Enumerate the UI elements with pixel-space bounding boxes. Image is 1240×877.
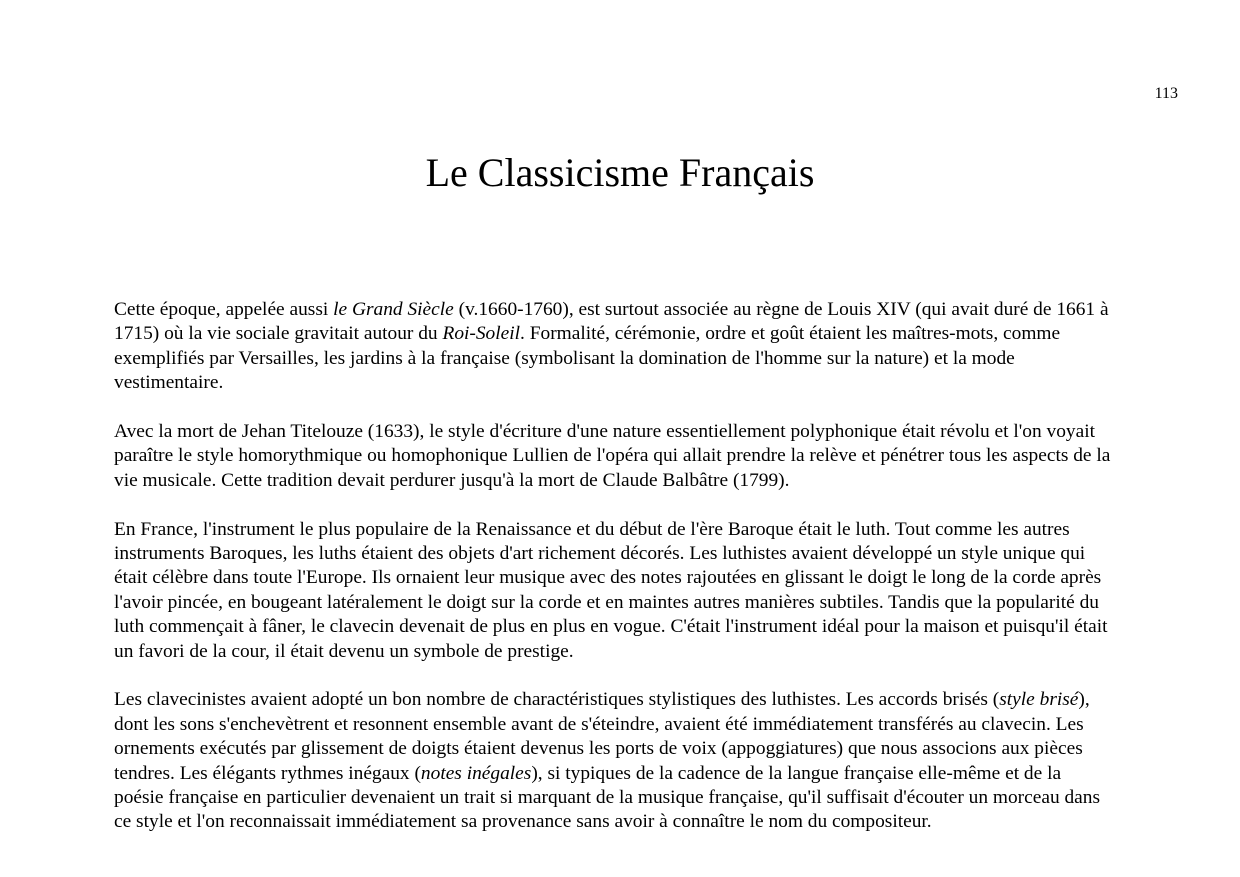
text-segment: En France, l'instrument le plus populaire de la Renaissance et du début de l'ère Baroque était le luth. Tout comme les autres instruments Baroques, les luths étaient des objets d'art richement décorés. Les luthistes avaient développé un style unique qui était célèbre dans toute l'Europe. Ils ornaient leur musique avec des notes rajoutées en glissant le doigt le long de la corde après l'avoir pincée, en bougeant latéralement le doigt sur la corde et en maintes autres manières subtiles. Tandis que la popularité du luth commençait à fâner, le clavecin devenait de plus en plus en vogue. C'était l'instrument idéal pour la maison et puisqu'il était un favori de la cour, il était devenu un symbole de prestige. [114,518,1108,662]
text-segment: Les clavecinistes avaient adopté un bon nombre de charactéristiques stylistiques des luthistes. Les accords brisés ( [114,689,1000,711]
text-segment: . Formalité, cérémonie, ordre et goût étaient les maîtres-mots, comme exemplifiés par Versailles, les jardins à la française (symbolisant la domination de l'homme sur la nature) et la mode vestimentaire. [114,323,1061,394]
italic-term: notes inégales [420,762,532,784]
text-segment: (v.1660-1760), est surtout associée au règne de Louis XIV (qui avait duré de 1661 à 1715) où la vie sociale gravitait autour du [114,299,1109,345]
paragraph-2 [114,420,1114,493]
page-title: Le Classicisme Français [425,150,815,195]
text-segment: Avec la mort de Jehan Titelouze (1633), le style d'écriture d'une nature essentiellement polyphonique était révolu et l'on voyait paraître le style homorythmique ou homophonique Lullien de l'opéra qui allait prendre la relève et pénétrer tous les aspects de la vie musicale. Cette tradition devait perdurer jusqu'à la mort de Claude Balbâtre (1799). [114,421,1111,491]
italic-term: Roi-Soleil [442,323,521,345]
text-segment: Cette époque, appelée aussi [114,299,334,320]
italic-term: le Grand Siècle [333,299,454,320]
paragraph-3 [114,518,1114,664]
italic-term: style brisé [999,689,1079,711]
body-text [114,298,1114,835]
paragraph-4 [114,688,1114,834]
page-number: 113 [1154,85,1178,102]
paragraph-1 [114,298,1114,396]
text-segment: ), dont les sons s'enchevètrent et resonnent ensemble avant de s'éteindre, avaient été immédiatement transférés au clavecin. Les ornements exécutés par glissement de doigts étaient devenus les ports de voix (appoggiatures) que nous associons aux pièces tendres. Les élégants rythmes inégaux ( [114,689,1090,784]
text-segment: ), si typiques de la cadence de la langue française elle-même et de la poésie française en particulier devenaient un trait si marquant de la musique française, qu'il suffisait d'écouter un morceau dans ce style et l'on reconnaissait immédiatement sa provenance sans avoir à connaître le nom du compositeur. [114,762,1101,833]
